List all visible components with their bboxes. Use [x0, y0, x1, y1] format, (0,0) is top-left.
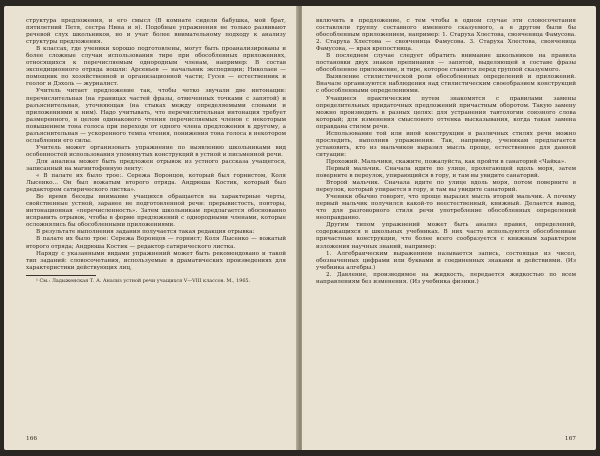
paragraph: Использование той или иной конструкции в различных стилях речи можно проследить, выполнив упражнения. Так, например, ученикам предлагается установить, кто из мальчиков выразил мысль проще, естественнее для данной ситуации:	[316, 130, 576, 158]
paragraph: Первый мальчик. Сначала идите по улице, пролегающей вдоль моря, затем поверните в переулок, упирающийся в гору, и там вы увидите санаторий.	[316, 165, 576, 180]
paragraph: Учитель читает предложение так, чтобы четко звучали две интонации: перечислительная (на границах частей фразы, отмеченных точками с запятой) и разъяснительная, уточняющая (на стыках между определяемыми словами и приложениями к ним). Надо учитывать, что перечислительная интонация требует размеренного, в целом одинакового чтения перечисляемых членов с некоторым повышением тона голоса при переходе от одного члена предложения к другому, а разъяснительная — ускоренного темпа чтения, понижения тона голоса в некотором ослаблении его силы.	[26, 88, 286, 144]
left-page-text	[26, 18, 286, 284]
paragraph: В палате их было трое: Сережа Воронцов — горнист; Коля Лысенко — вожатый второго отряда; Андрюша Костик — редактор сатирического листка.	[26, 236, 286, 250]
paragraph: Во время беседы внимание учащихся обращается на характерные черты, свойственные устной, заранее не подготовленной речи: прерывистость, повторы, интонационная «перечисленность». Затем школьникам предлагается обоснованно исправить отрывок, чтобы в форме предложений с однородными членами, которые осложнялись бы обособленными приложениями.	[26, 194, 286, 229]
paragraph: Наряду с указанными видами упражнений может быть рекомендовано и такой тип заданий: словосочетания, используемые в драматических произведениях для характеристики действующих лиц,	[26, 250, 286, 271]
paragraph: Учитель может организовать упражнение по выявлению школьниками вид особенностей использования упомянутых конструкций в устной и письменной речи.	[26, 144, 286, 158]
left-page	[4, 6, 298, 450]
footnote-rule	[26, 275, 96, 276]
paragraph: Другим типом упражнений может быть анализ правил, определений, содержащихся в школьных учебниках. В них часто используются обособленные причастные конструкции, что более всего сообразуется с книжным характером изложения научных знаний, например:	[316, 222, 576, 250]
paragraph: В классах, где ученики хорошо подготовлены, могут быть проанализированы и более сложные случаи использования тире при обособленных приложениях, относящихся к перечисляемым однородным членам, например: В состав экспедиционного отряда вошли: Арсеньев — начальник экспедиции; Николаев — помощник по хозяйственной и организационной части; Гусев — естественник и геолог и Дэхоль — журналист.	[26, 46, 286, 88]
paragraph: Для анализа может быть предложен отрывок из устного рассказа учащегося, записанный на магнитофонную ленту:	[26, 158, 286, 172]
paragraph: включить в предложение, с тем чтобы в одном случае эти словосочетания составляли группу составного именного сказуемого, а в другом были бы обособленным приложением, например: 1. Старуха Хлестова, свояченица Фамусова. 2. Старуха Хлестова — свояченица Фамусова. 3. Старуха Хлестова, свояченица Фамусова, — ярая крепостница.	[316, 18, 576, 53]
footnote: ¹ См.: Ладыженская Т. А. Анализ устной речи учащихся V—VIII классов. М., 1965.	[36, 277, 251, 284]
paragraph: « В палате их было трое:. Сережа Воронцов, который был горнистом, Коля Лысенко... Он был вожатым второго отряда. Андрюша Костик, который был редактором сатирического листка».	[26, 173, 286, 194]
paragraph: Ученики обычно говорят, что проще выразил мысль второй мальчик. А почему первый мальчик получился какой-то неестественный, книжный. Делается вывод, что для разговорного стиля речи употребление обособленных определений неоправданно.	[316, 194, 576, 222]
paragraph: Второй мальчик. Сначала идите по улице вдоль моря, потом поверните в переулок, который упирается в гору, и там вы увидите санаторий.	[316, 180, 576, 194]
paragraph: 2. Давление, производимое на жидкость, передается жидкостью по всем направлениям без изменения. (Из учебника физики.)	[316, 271, 576, 285]
paragraph: структура предложения, и его смысл (В комнате сидели бабушка, мой брат, пятилетний Петя, сестра Нина и я). Подобные упражнения не только развивают речевой слух школьников, но и учат более внимательному подходу к анализу структуры предложения.	[26, 18, 286, 46]
paragraph: В результате выполнения задания получается такая редакция отрывка:	[36, 229, 255, 236]
paragraph: Выявление стилистической роли обособленных определений и приложений. Вначале организуются наблюдения над стилистическим своеобразием конструкций с обособленными определениями.	[316, 74, 576, 95]
page-number: 167	[564, 436, 576, 442]
right-page	[302, 6, 596, 450]
right-page-text	[316, 18, 576, 286]
page-number: 166	[26, 436, 38, 442]
paragraph: 1. Алгебраическим выражением называется запись, состоящая из чисел, обозначенных цифрами или буквами и соединенных знаками и действиями. (Из учебника алгебры.)	[316, 250, 576, 271]
paragraph: Учащиеся практическим путем знакомятся с правилами замены определительных придаточных предложений причастным оборотом. Такую замену можно производить в разных целях: для устранения тавтологии союзного слова который; для изменения смыслового оттенка высказывания, когда такая замена оправдана стилем речи.	[316, 95, 576, 130]
paragraph: Прохожий. Мальчики, скажите, пожалуйста, как пройти в санаторий «Чайка».	[326, 158, 567, 165]
paragraph: В последнем случае следует обратить внимание школьников на правила постановки двух знаков препинания — запятой, выделяющей в составе фразы обособленное приложение, и тире, которое ставится перед группой сказуемого.	[316, 53, 576, 74]
